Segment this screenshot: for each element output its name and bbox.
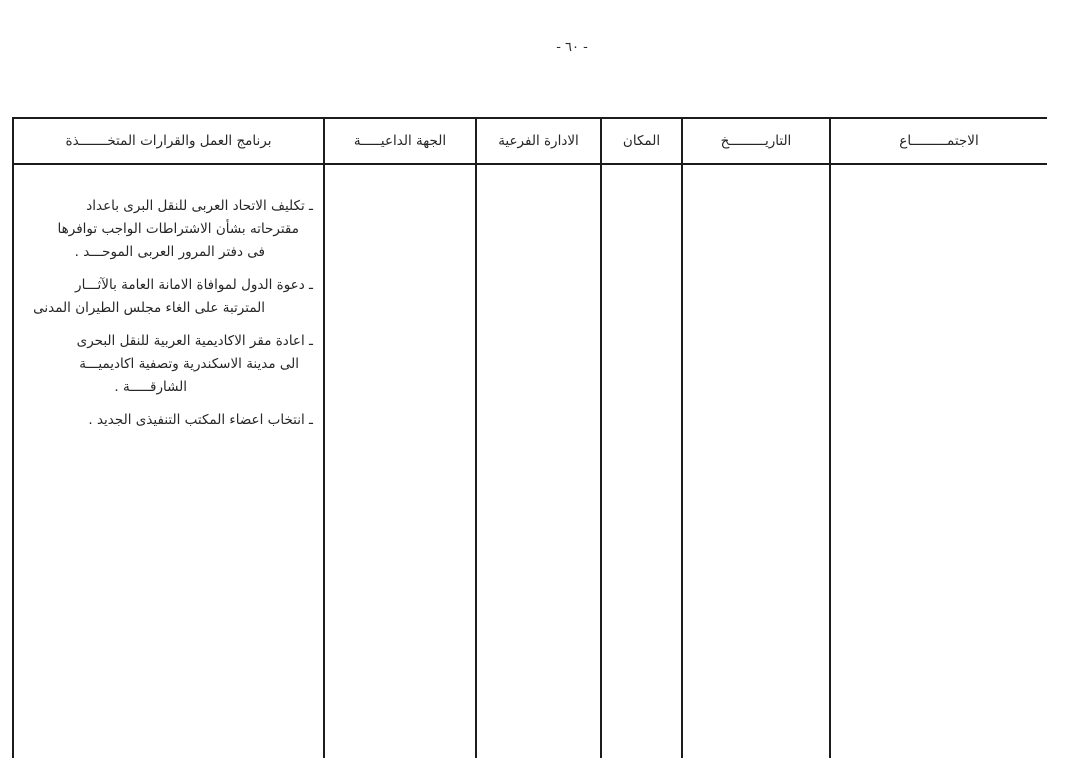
program-item-line: ـ دعوة الدول لموافاة الامانة العامة بالآثـــار bbox=[75, 277, 313, 293]
cell-program bbox=[13, 164, 324, 758]
column-header-inviting-party: الجهة الداعيـــــة bbox=[324, 118, 476, 164]
cell-meeting bbox=[830, 164, 1047, 758]
cell-sub-department bbox=[476, 164, 601, 758]
meetings-table-wrap bbox=[12, 117, 1047, 758]
program-item bbox=[20, 330, 315, 399]
column-header-date: التاريـــــــــخ bbox=[682, 118, 830, 164]
program-item bbox=[20, 195, 315, 264]
program-item-line: ـ اعادة مقر الاكاديمية العربية للنقل البحرى bbox=[76, 333, 313, 349]
program-item-line: مقترحاته بشأن الاشتراطات الواجب توافرها bbox=[57, 221, 299, 237]
program-item-line: المترتبة على الغاء مجلس الطيران المدنى bbox=[33, 300, 265, 316]
program-item-line: الشارقـــــة . bbox=[114, 379, 187, 395]
program-item-line: فى دفتر المرور العربى الموحـــد . bbox=[74, 244, 265, 260]
program-item-line: الى مدينة الاسكندرية وتصفية اكاديميـــة bbox=[79, 356, 299, 372]
program-item bbox=[20, 274, 315, 320]
program-item bbox=[20, 409, 315, 432]
program-item-line: ـ انتخاب اعضاء المكتب التنفيذى الجديد . bbox=[88, 412, 313, 428]
table-header-row bbox=[13, 118, 1047, 164]
column-header-meeting: الاجتمـــــــــاع bbox=[830, 118, 1047, 164]
meetings-table bbox=[12, 117, 1047, 758]
table-row bbox=[13, 164, 1047, 758]
cell-inviting-party bbox=[324, 164, 476, 758]
column-header-sub-department: الادارة الفرعية bbox=[476, 118, 601, 164]
page-number: - ٦٠ - bbox=[556, 40, 588, 55]
column-header-program: برنامج العمل والقرارات المتخـــــــذة bbox=[13, 118, 324, 164]
cell-date bbox=[682, 164, 830, 758]
cell-place bbox=[601, 164, 682, 758]
program-item-line: ـ تكليف الاتحاد العربى للنقل البرى باعداد bbox=[86, 198, 313, 214]
column-header-place: المكان bbox=[601, 118, 682, 164]
